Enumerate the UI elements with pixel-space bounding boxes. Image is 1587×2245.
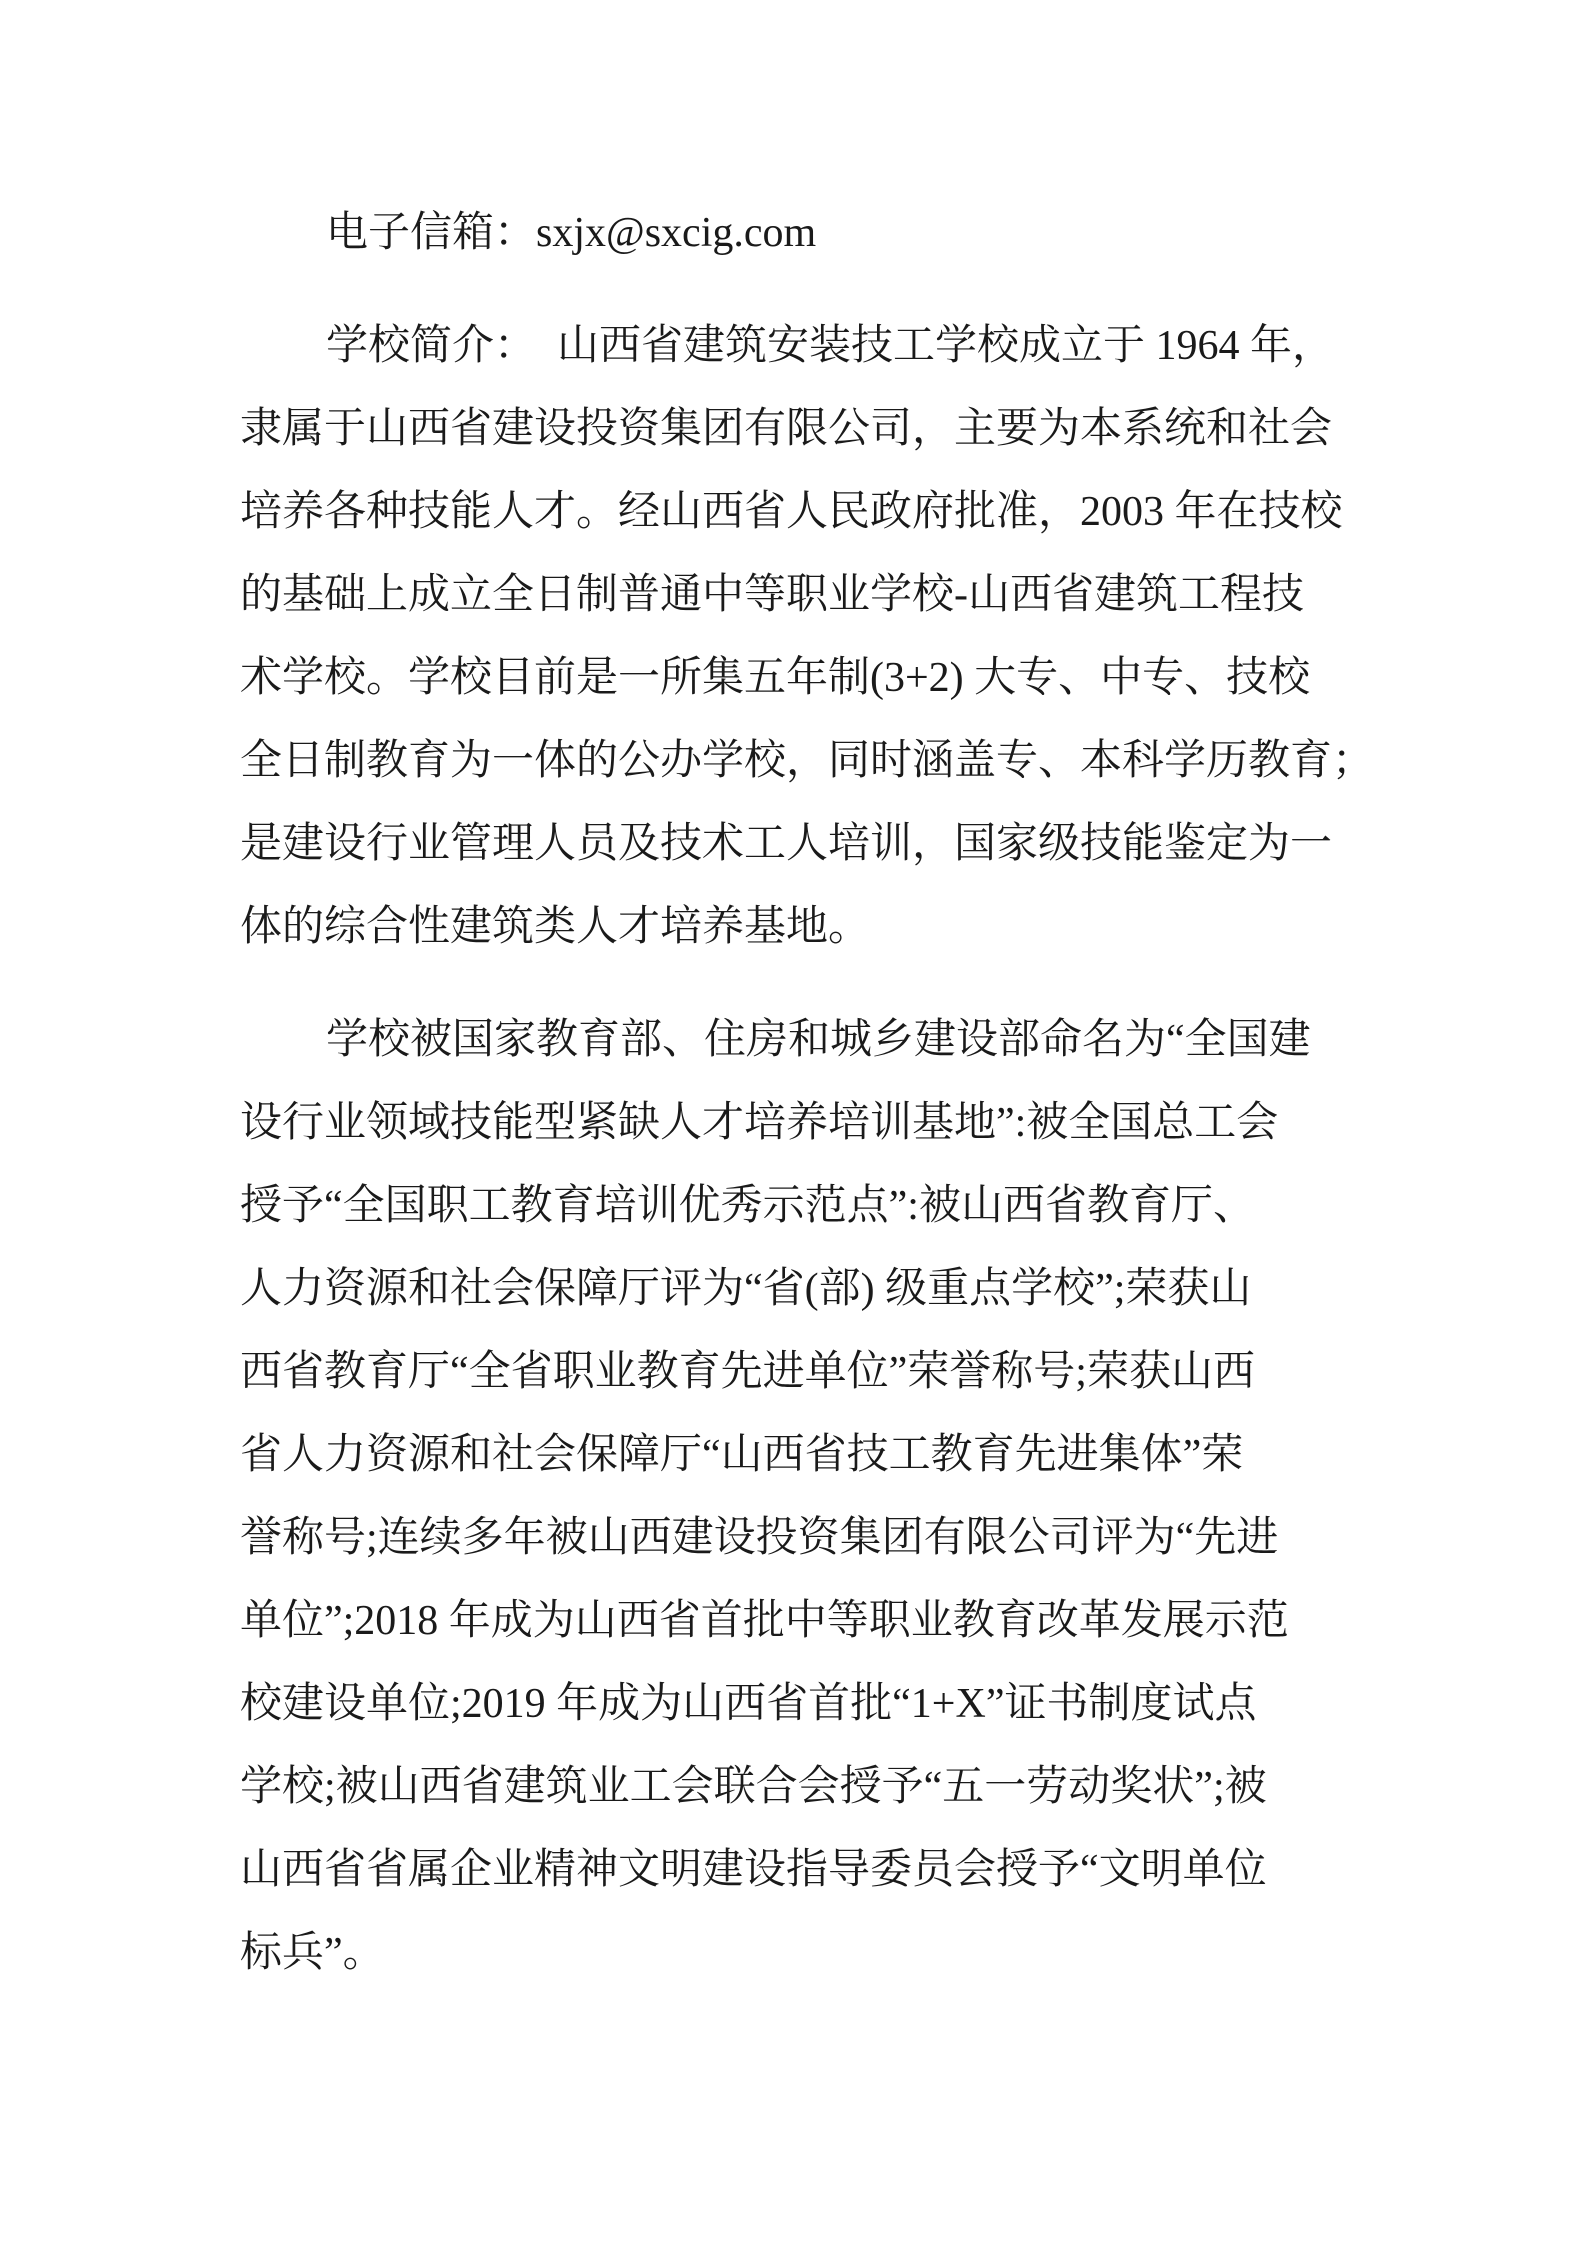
text-line: 学校简介： 山西省建筑安装技工学校成立于 1964 年， — [326, 323, 1335, 369]
contact-email-line — [240, 192, 1347, 275]
email-address: sxjx@sxcig.com — [536, 210, 817, 256]
text-line: 的基础上成立全日制普通中等职业学校-山西省建筑工程技 — [240, 572, 1304, 618]
school-honors-paragraph — [240, 999, 1347, 1995]
text-line: 校建设单位;2019 年成为山西省首批“1+X”证书制度试点 — [240, 1681, 1257, 1727]
text-line: 授予“全国职工教育培训优秀示范点”:被山西省教育厅、 — [240, 1183, 1255, 1229]
text-line: 学校被国家教育部、住房和城乡建设部命名为“全国建 — [326, 1017, 1311, 1063]
text-line: 省人力资源和社会保障厅“山西省技工教育先进集体”荣 — [240, 1432, 1244, 1478]
text-line: 人力资源和社会保障厅评为“省(部) 级重点学校”;荣获山 — [240, 1266, 1252, 1312]
text-line: 标兵”。 — [240, 1930, 385, 1976]
text-line: 西省教育厅“全省职业教育先进单位”荣誉称号;荣获山西 — [240, 1349, 1255, 1395]
text-line: 是建设行业管理人员及技术工人培训，国家级技能鉴定为一 — [240, 821, 1333, 867]
text-line: 单位”;2018 年成为山西省首批中等职业教育改革发展示范 — [240, 1598, 1289, 1644]
school-intro-paragraph — [240, 305, 1375, 969]
text-line: 体的综合性建筑类人才培养基地。 — [240, 904, 871, 950]
text-line: 隶属于山西省建设投资集团有限公司，主要为本系统和社会 — [240, 406, 1333, 452]
text-line: 誉称号;连续多年被山西建设投资集团有限公司评为“先进 — [240, 1515, 1279, 1561]
text-line: 全日制教育为一体的公办学校，同时涵盖专、本科学历教育； — [240, 738, 1375, 784]
email-label: 电子信箱： — [326, 210, 537, 256]
text-line: 山西省省属企业精神文明建设指导委员会授予“文明单位 — [240, 1847, 1267, 1893]
contact-paragraph — [240, 192, 1347, 275]
text-line: 学校;被山西省建筑业工会联合会授予“五一劳动奖状”;被 — [240, 1764, 1267, 1810]
text-line: 术学校。学校目前是一所集五年制(3+2) 大专、中专、技校 — [240, 655, 1311, 701]
text-line: 培养各种技能人才。经山西省人民政府批准，2003 年在技校 — [240, 489, 1343, 535]
text-line: 设行业领域技能型紧缺人才培养培训基地”:被全国总工会 — [240, 1100, 1279, 1146]
